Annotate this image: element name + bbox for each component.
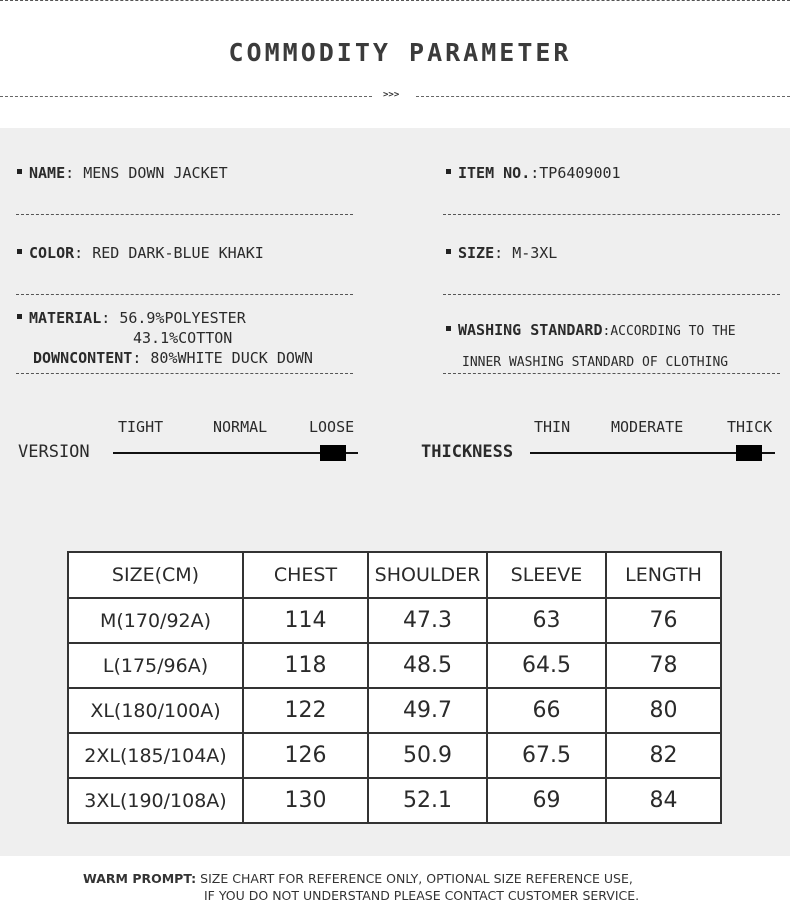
table-cell-sleeve: 69 — [487, 778, 606, 823]
param-item-no-sep: : — [530, 164, 540, 182]
param-downcontent-key: DOWNCONTENT — [33, 349, 133, 367]
table-cell-chest: 118 — [243, 643, 368, 688]
table-row — [68, 778, 721, 823]
bullet-icon — [17, 169, 22, 174]
table-cell-sleeve: 64.5 — [487, 643, 606, 688]
table-cell-size: 2XL(185/104A) — [68, 733, 243, 778]
param-size-key: SIZE — [458, 244, 495, 262]
param-downcontent — [33, 349, 313, 367]
divider-arrows: >>> — [383, 90, 400, 100]
bullet-icon — [17, 314, 22, 319]
param-divider — [443, 214, 780, 215]
warm-prompt-line-2 — [83, 887, 639, 904]
param-color-value: RED DARK-BLUE KHAKI — [92, 244, 264, 262]
warm-prompt-line-1 — [83, 870, 639, 887]
size-table — [67, 551, 722, 824]
table-cell-size: 3XL(190/108A) — [68, 778, 243, 823]
version-title: VERSION — [18, 442, 90, 462]
param-material — [17, 309, 246, 327]
param-size-value: M-3XL — [512, 244, 558, 262]
table-row — [68, 688, 721, 733]
table-cell-shoulder: 50.9 — [368, 733, 487, 778]
param-item-no-value: TP6409001 — [539, 164, 621, 182]
table-cell-chest: 126 — [243, 733, 368, 778]
param-washing-key: WASHING STANDARD — [458, 321, 603, 339]
table-cell-chest: 114 — [243, 598, 368, 643]
table-cell-chest: 130 — [243, 778, 368, 823]
table-cell-sleeve: 63 — [487, 598, 606, 643]
param-size — [446, 244, 557, 262]
param-divider — [16, 294, 353, 295]
param-size-sep: : — [494, 244, 513, 262]
param-material-sep: : — [101, 309, 120, 327]
param-color-key: COLOR — [29, 244, 75, 262]
table-cell-sleeve: 66 — [487, 688, 606, 733]
table-cell-length: 78 — [606, 643, 721, 688]
version-label-tight: TIGHT — [118, 418, 164, 436]
top-divider — [0, 0, 790, 1]
param-material-key: MATERIAL — [29, 309, 102, 327]
param-item-no-key: ITEM NO. — [458, 164, 531, 182]
param-washing-value-1: ACCORDING TO THE — [610, 324, 736, 339]
thickness-title: THICKNESS — [421, 442, 514, 462]
table-cell-shoulder: 52.1 — [368, 778, 487, 823]
warm-prompt-label: WARM PROMPT: — [83, 871, 197, 886]
param-item-no — [446, 164, 621, 182]
bullet-icon — [17, 249, 22, 254]
page-title: COMMODITY PARAMETER — [228, 38, 572, 67]
table-cell-length: 76 — [606, 598, 721, 643]
param-washing-sep: : — [602, 324, 611, 339]
bullet-icon — [446, 249, 451, 254]
param-divider — [16, 214, 353, 215]
param-divider — [443, 373, 780, 374]
param-material-value-2: 43.1%COTTON — [133, 329, 233, 347]
param-downcontent-sep: : — [132, 349, 151, 367]
param-divider — [443, 294, 780, 295]
param-washing-value-2: INNER WASHING STANDARD OF CLOTHING — [462, 355, 729, 370]
version-label-loose: LOOSE — [309, 418, 355, 436]
title-divider-left — [0, 96, 372, 97]
table-row — [68, 598, 721, 643]
table-cell-shoulder: 48.5 — [368, 643, 487, 688]
table-cell-length: 84 — [606, 778, 721, 823]
param-color-sep: : — [74, 244, 93, 262]
table-cell-size: XL(180/100A) — [68, 688, 243, 733]
table-cell-length: 80 — [606, 688, 721, 733]
warm-prompt-text-1: SIZE CHART FOR REFERENCE ONLY, OPTIONAL SIZE REFERENCE USE, — [200, 871, 633, 886]
version-label-normal: NORMAL — [213, 418, 268, 436]
warm-prompt-text-2: IF YOU DO NOT UNDERSTAND PLEASE CONTACT CUSTOMER SERVICE. — [204, 888, 640, 903]
thickness-label-thick: THICK — [727, 418, 773, 436]
table-cell-chest: 122 — [243, 688, 368, 733]
param-washing — [446, 321, 736, 339]
warm-prompt — [83, 870, 639, 904]
table-row — [68, 643, 721, 688]
table-header-length: LENGTH — [606, 552, 721, 598]
table-row — [68, 733, 721, 778]
table-cell-size: L(175/96A) — [68, 643, 243, 688]
thickness-label-thin: THIN — [534, 418, 571, 436]
table-header-shoulder: SHOULDER — [368, 552, 487, 598]
table-header-row — [68, 552, 721, 598]
thickness-marker — [736, 445, 762, 461]
table-cell-sleeve: 67.5 — [487, 733, 606, 778]
version-marker — [320, 445, 346, 461]
param-name-value: MENS DOWN JACKET — [83, 164, 228, 182]
param-material-value-1: 56.9%POLYESTER — [119, 309, 246, 327]
table-header-chest: CHEST — [243, 552, 368, 598]
table-header-sleeve: SLEEVE — [487, 552, 606, 598]
bullet-icon — [446, 169, 451, 174]
table-cell-length: 82 — [606, 733, 721, 778]
table-cell-shoulder: 49.7 — [368, 688, 487, 733]
param-name-sep: : — [65, 164, 84, 182]
thickness-label-moderate: MODERATE — [611, 418, 684, 436]
param-color — [17, 244, 264, 262]
param-name — [17, 164, 228, 182]
param-divider — [16, 373, 353, 374]
param-name-key: NAME — [29, 164, 66, 182]
param-downcontent-value: 80%WHITE DUCK DOWN — [150, 349, 313, 367]
table-cell-shoulder: 47.3 — [368, 598, 487, 643]
title-divider-right — [416, 96, 790, 97]
table-cell-size: M(170/92A) — [68, 598, 243, 643]
table-header-size: SIZE(CM) — [68, 552, 243, 598]
bullet-icon — [446, 326, 451, 331]
